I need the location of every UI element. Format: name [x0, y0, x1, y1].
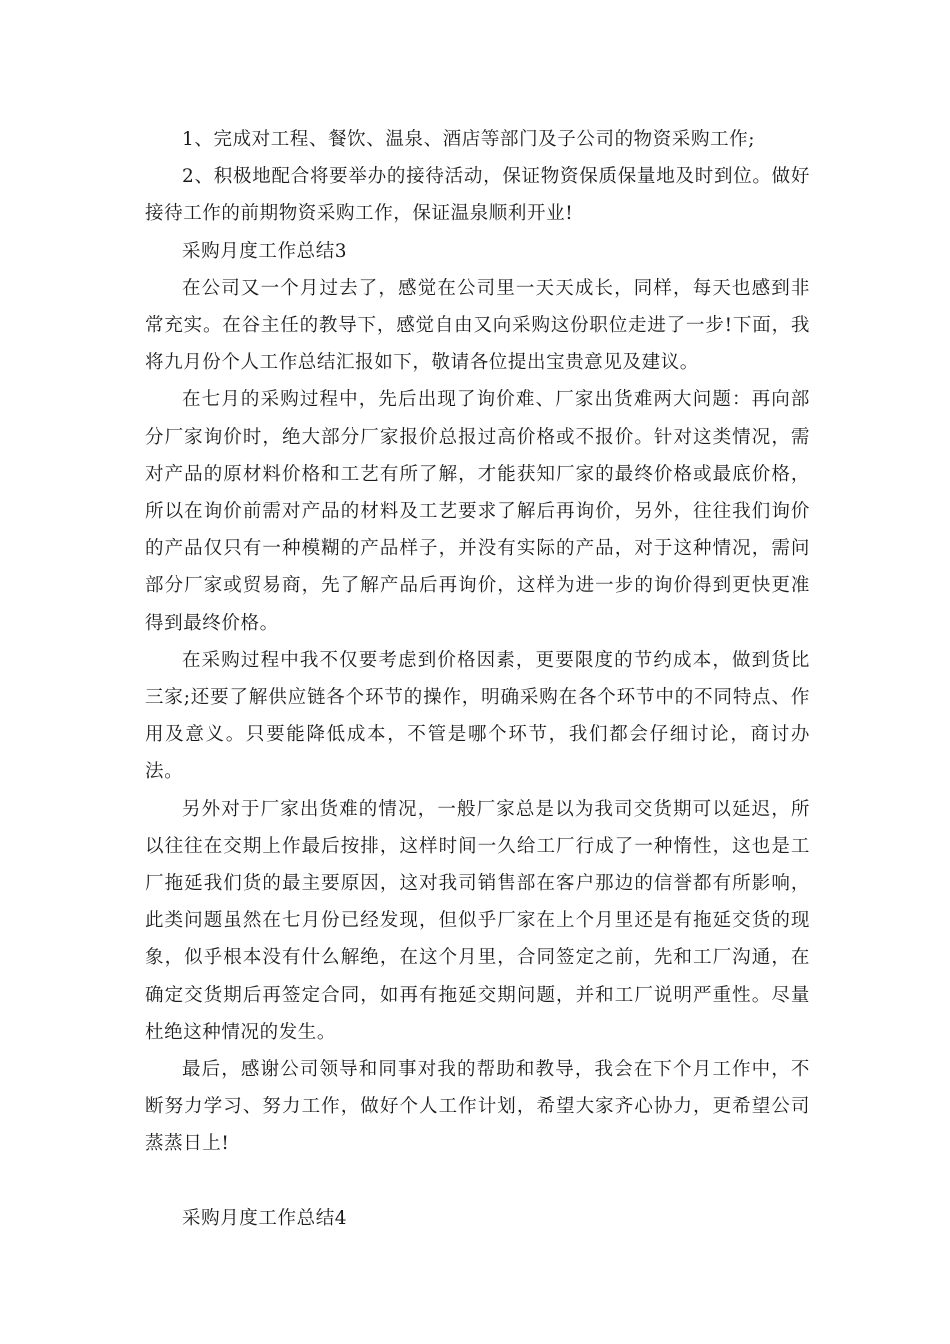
paragraph-inquiry: 在七月的采购过程中，先后出现了询价难、厂家出货难两大问题：再向部分厂家询价时，绝大部分厂家报价总报过高价格或不报价。针对这类情况，需对产品的原材料价格和工艺有所了解，才能获知厂家的最终价格或最底价格，所以在询价前需对产品的材料及工艺要求了解后再询价，另外，往往我们询价的产品仅只有一种模糊的产品样子，并没有实际的产品，对于这种情况，需问部分厂家或贸易商，先了解产品后再询价，这样为进一步的询价得到更快更准得到最终价格。	[145, 389, 810, 634]
section-heading-4: 采购月度工作总结4	[182, 1207, 348, 1229]
list-item-2: 2、积极地配合将要举办的接待活动，保证物资保质保量地及时到位。做好接待工作的前期物资采购工作，保证温泉顺利开业!	[145, 166, 810, 225]
paragraph-cost: 在采购过程中我不仅要考虑到价格因素，更要限度的节约成本，做到货比三家;还要了解供应链各个环节的操作，明确采购在各个环节中的不同特点、作用及意义。只要能降低成本，不管是哪个环节，我们都会仔细讨论，商讨办法。	[145, 649, 810, 783]
section-heading-3: 采购月度工作总结3	[182, 240, 348, 262]
list-item-1: 1、完成对工程、餐饮、温泉、酒店等部门及子公司的物资采购工作;	[182, 129, 756, 150]
paragraph-delivery: 另外对于厂家出货难的情况，一般厂家总是以为我司交货期可以延迟，所以往往在交期上作最后按排，这样时间一久给工厂行成了一种惰性，这也是工厂拖延我们货的最主要原因，这对我司销售部在客户那边的信誉都有所影响，此类问题虽然在七月份已经发现，但似乎厂家在上个月里还是有拖延交货的现象，似乎根本没有什么解绝，在这个月里，合同签定之前，先和工厂沟通，在确定交货期后再签定合同，如再有拖延交期问题，并和工厂说明严重性。尽量杜绝这种情况的发生。	[145, 798, 810, 1043]
blank-line	[145, 1163, 810, 1200]
document-body	[145, 121, 810, 1237]
paragraph-closing: 最后，感谢公司领导和同事对我的帮助和教导，我会在下个月工作中，不断努力学习、努力工作，做好个人工作计划，希望大家齐心协力，更希望公司蒸蒸日上!	[145, 1059, 810, 1155]
paragraph-intro: 在公司又一个月过去了，感觉在公司里一天天成长，同样，每天也感到非常充实。在谷主任的教导下，感觉自由又向采购这份职位走进了一步!下面，我将九月份个人工作总结汇报如下，敬请各位提出宝贵意见及建议。	[145, 277, 810, 374]
